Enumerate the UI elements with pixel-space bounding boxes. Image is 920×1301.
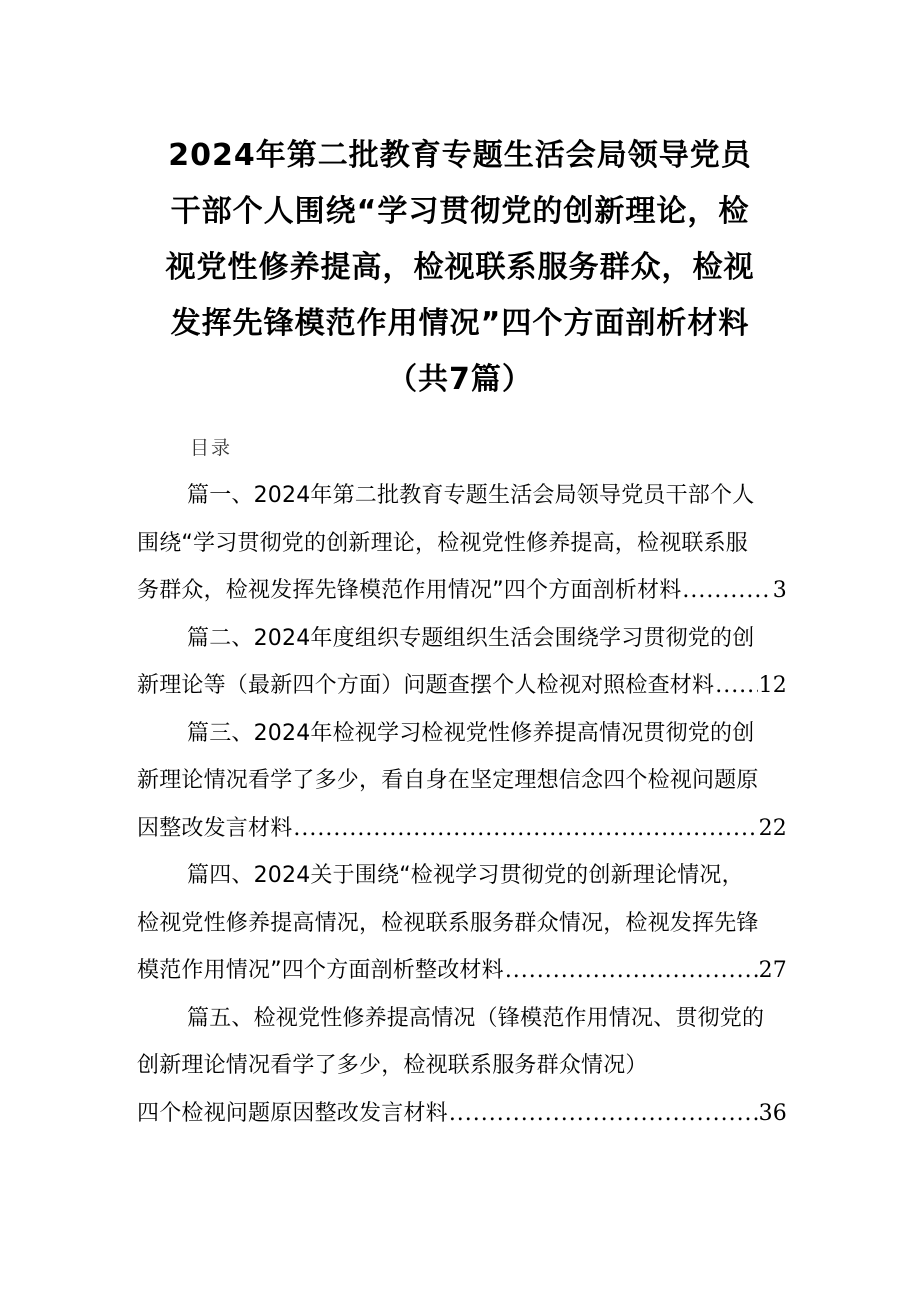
toc-entry-4-page-number: 27 — [758, 958, 787, 983]
toc-entry-4-last-line — [137, 947, 787, 995]
toc-entry-3-last-line — [137, 805, 787, 853]
toc-entry-1-line-1: 篇一、2024年第二批教育专题生活会局领导党员干部个人 — [187, 483, 755, 508]
toc-entry-5-last-line — [137, 1090, 787, 1138]
toc-entry-5[interactable] — [137, 995, 787, 1138]
toc-entry-2-leader — [715, 662, 757, 710]
toc-entry-4-line-3: 模范作用情况”四个方面剖析整改材料 — [137, 958, 504, 983]
toc-entry-2-line-1: 篇二、2024年度组织专题组织生活会围绕学习贯彻党的创 — [187, 625, 755, 651]
toc-entry-5-leader — [449, 1090, 758, 1138]
toc-entry-3-line-3: 因整改发言材料 — [137, 815, 293, 841]
toc-entry-3-leader — [293, 805, 757, 853]
toc-entry-1-line-3: 务群众，检视发挥先锋模范作用情况”四个方面剖析材料 — [137, 578, 682, 603]
toc-entry-3-line-2: 新理论情况看学了多少，看自身在坚定理想信念四个检视问题原 — [137, 768, 759, 793]
toc-heading: 目录 — [190, 437, 233, 459]
toc-entry-2[interactable] — [137, 615, 787, 710]
toc-entry-3[interactable] — [137, 710, 787, 853]
document-title — [110, 128, 810, 408]
toc-entry-3-line-1: 篇三、2024年检视学习检视党性修养提高情况贯彻党的创 — [187, 720, 755, 746]
toc-entry-1-last-line — [137, 567, 787, 615]
toc-entry-1-page-number: 3 — [772, 578, 787, 603]
toc-entry-5-page-number: 36 — [758, 1100, 787, 1126]
toc-entry-1-line-2: 围绕“学习贯彻党的创新理论，检视党性修养提高，检视联系服 — [137, 530, 748, 556]
title-line-4: 发挥先锋模范作用情况”四个方面剖析材料 — [170, 306, 750, 341]
toc-entry-5-line-2: 创新理论情况看学了多少，检视联系服务群众情况） — [137, 1053, 648, 1078]
title-line-5: （共7篇） — [387, 362, 533, 397]
toc-entry-2-page-number: 12 — [758, 673, 787, 698]
toc-entry-2-last-line — [137, 662, 787, 710]
toc-entry-4[interactable] — [137, 852, 787, 995]
toc-entry-4-line-1: 篇四、2024关于围绕“检视学习贯彻党的创新理论情况， — [187, 863, 744, 888]
toc-entry-5-line-3: 四个检视问题原因整改发言材料 — [137, 1100, 448, 1126]
toc-entry-2-line-2: 新理论等（最新四个方面）问题查摆个人检视对照检查材料 — [137, 673, 715, 698]
toc-entry-3-page-number: 22 — [758, 815, 787, 841]
title-line-2: 干部个人围绕“学习贯彻党的创新理论，检 — [170, 194, 750, 229]
toc-entry-4-line-2: 检视党性修养提高情况，检视联系服务群众情况，检视发挥先锋 — [137, 910, 759, 936]
toc-entry-1-leader — [682, 567, 771, 615]
title-line-1: 2024年第二批教育专题生活会局领导党员 — [168, 138, 752, 173]
toc-entry-5-line-1: 篇五、检视党性修养提高情况（锋模范作用情况、贯彻党的 — [187, 1005, 765, 1031]
table-of-contents — [137, 472, 787, 1137]
toc-entry-4-leader — [505, 947, 758, 995]
toc-entry-1[interactable] — [137, 472, 787, 615]
title-line-3: 视党性修养提高，检视联系服务群众，检视 — [165, 250, 755, 285]
